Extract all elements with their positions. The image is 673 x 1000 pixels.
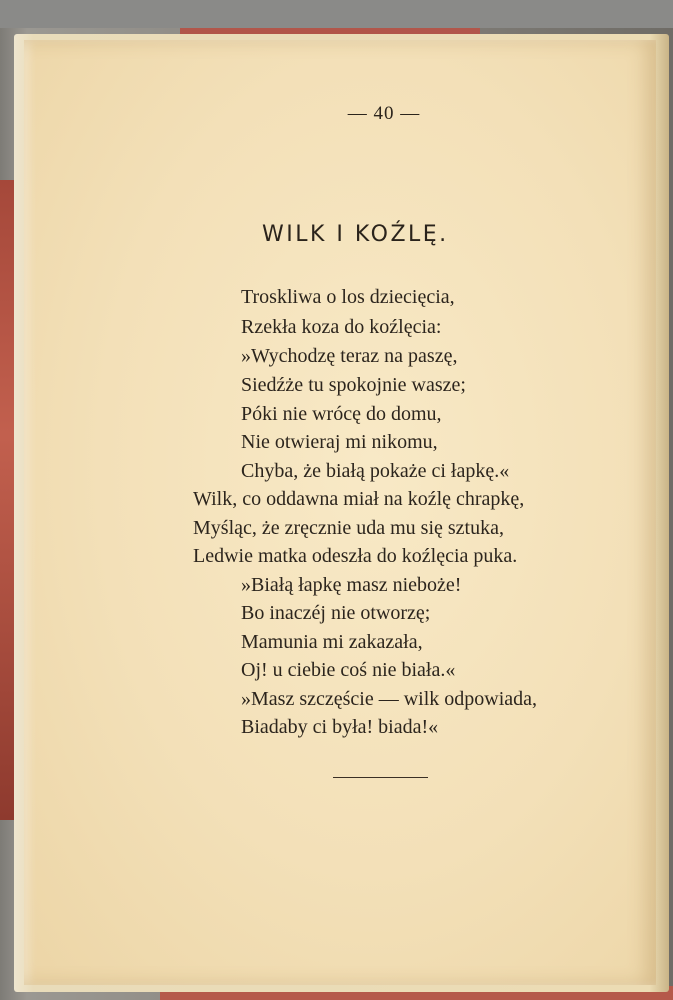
poem-line: Póki nie wrócę do domu,: [241, 403, 442, 425]
poem-line: Bo inaczéj nie otworzę;: [241, 602, 431, 624]
poem-line: Oj! u ciebie coś nie biała.«: [241, 659, 456, 681]
poem-line: Chyba, że białą pokaże ci łapkę.«: [241, 460, 510, 482]
poem-line: Nie otwieraj mi nikomu,: [241, 431, 438, 453]
poem-line: »Masz szczęście — wilk odpowiada,: [241, 688, 538, 710]
poem-line: Myśląc, że zręcznie uda mu się sztuka,: [193, 517, 504, 539]
poem-line: »Wychodzę teraz na paszę,: [241, 345, 458, 367]
poem-line: Mamunia mi zakazała,: [241, 631, 423, 653]
poem-line: Ledwie matka odeszła do koźlęcia puka.: [193, 545, 518, 567]
poem-line: »Białą łapkę masz nieboże!: [241, 574, 462, 596]
poem-line: Biadaby ci była! biada!«: [241, 716, 439, 738]
poem-line: Wilk, co oddawna miał na koźlę chrapkę,: [193, 488, 525, 510]
end-rule-divider: [333, 777, 428, 778]
poem-line: Troskliwa o los dziecięcia,: [241, 286, 455, 308]
poem-line: Rzekła koza do koźlęcia:: [241, 316, 442, 338]
poem-line: Siedźże tu spokojnie wasze;: [241, 374, 466, 396]
poem-title: WILK I KOŹLĘ.: [262, 222, 449, 247]
page-number: — 40 —: [347, 103, 421, 124]
